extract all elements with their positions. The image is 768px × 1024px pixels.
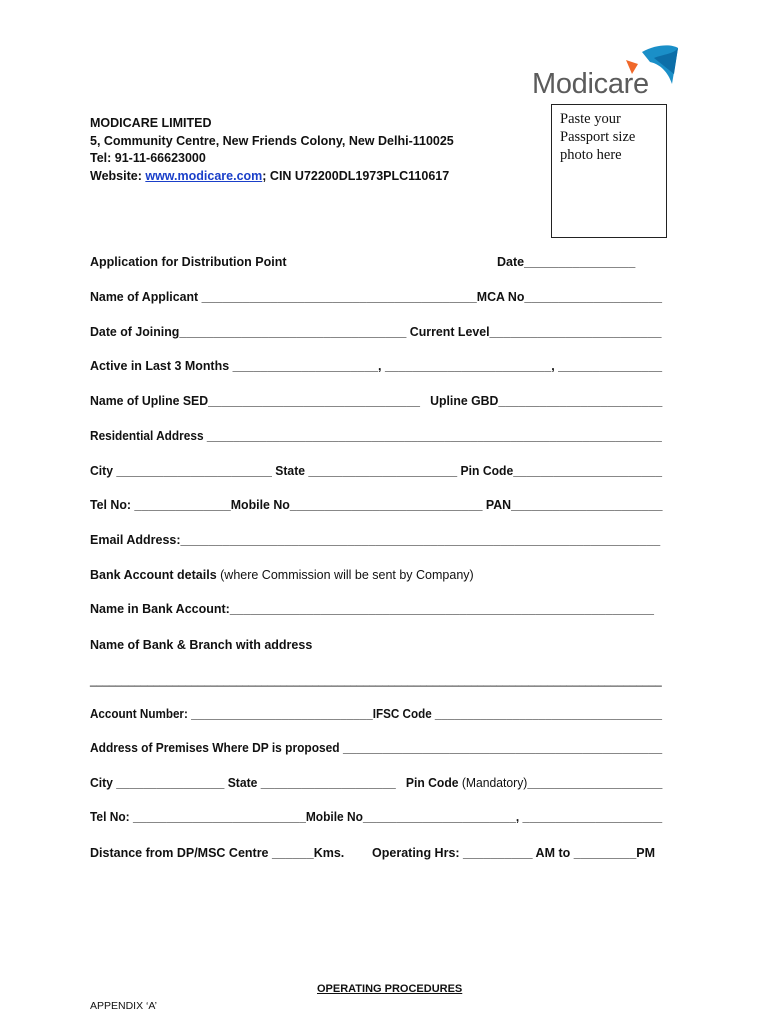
- premises-row[interactable]: Address of Premises Where DP is proposed ________________________________________________: [90, 741, 663, 755]
- city2-main: City ________________ State ____________________ Pin Code: [90, 776, 462, 790]
- upline-row[interactable]: Name of Upline SED_______________________________ Upline GBD________________________: [90, 394, 663, 408]
- appendix-label: APPENDIX ‘A’: [90, 1000, 157, 1012]
- city2-mandatory: (Mandatory): [461, 776, 528, 790]
- bank-details-row: [90, 567, 474, 583]
- city-row[interactable]: City _______________________ State ______________________ Pin Code______________________: [90, 464, 663, 478]
- company-name: MODICARE LIMITED: [90, 116, 212, 130]
- bank-details-label: Bank Account details: [90, 568, 221, 582]
- account-row[interactable]: Account Number: ____________________________IFSC Code ___________________________________: [90, 707, 662, 721]
- city2-row[interactable]: [90, 775, 662, 791]
- active-row[interactable]: Active in Last 3 Months _____________________, ________________________, _______________: [90, 359, 663, 373]
- tel2-row[interactable]: Tel No: __________________________Mobile No_______________________, _____________________: [90, 810, 663, 824]
- operating-procedures-heading: OPERATING PROCEDURES: [317, 983, 463, 995]
- website-link[interactable]: www.modicare.com: [145, 168, 263, 183]
- joining-row[interactable]: Date of Joining_________________________________ Current Level_________________________: [90, 325, 662, 339]
- company-address: 5, Community Centre, New Friends Colony, New Delhi-110025: [90, 133, 454, 148]
- passport-photo-box: [551, 104, 667, 238]
- company-website-line: [90, 168, 454, 186]
- photo-box-line2: Passport size: [560, 129, 636, 145]
- bank-details-note: (where Commission will be sent by Company): [220, 568, 474, 582]
- company-tel: Tel: 91-11-66623000: [90, 151, 206, 165]
- residential-row[interactable]: Residential Address _____________________________________________________________________: [90, 429, 662, 443]
- logo-wordmark: Modicare: [532, 68, 649, 100]
- form-title: Application for Distribution Point: [90, 255, 287, 269]
- bank-name-row[interactable]: Name in Bank Account:_____________________________________________________________: [90, 602, 654, 616]
- photo-box-line1: Paste your: [560, 111, 621, 127]
- tel-row[interactable]: Tel No: ______________Mobile No____________________________ PAN______________________: [90, 498, 663, 512]
- photo-box-line3: photo here: [560, 147, 622, 163]
- company-cin: ; CIN U72200DL1973PLC110617: [262, 168, 450, 183]
- email-row[interactable]: Email Address:_____________________________________________________________________: [90, 533, 661, 547]
- company-header: [90, 115, 454, 185]
- website-label: Website:: [90, 168, 146, 183]
- bank-branch-line[interactable]: __________________________________________________________________________________________: [90, 673, 662, 687]
- city2-pin-line: ____________________: [527, 776, 663, 790]
- bank-branch-label: Name of Bank & Branch with address: [90, 638, 313, 652]
- date-field[interactable]: Date________________: [497, 255, 636, 269]
- distance-row[interactable]: Distance from DP/MSC Centre ______Kms. Operating Hrs: __________ AM to _________PM: [90, 846, 656, 860]
- applicant-row[interactable]: Name of Applicant ________________________________________MCA No____________________: [90, 290, 662, 304]
- modicare-logo: [532, 44, 682, 100]
